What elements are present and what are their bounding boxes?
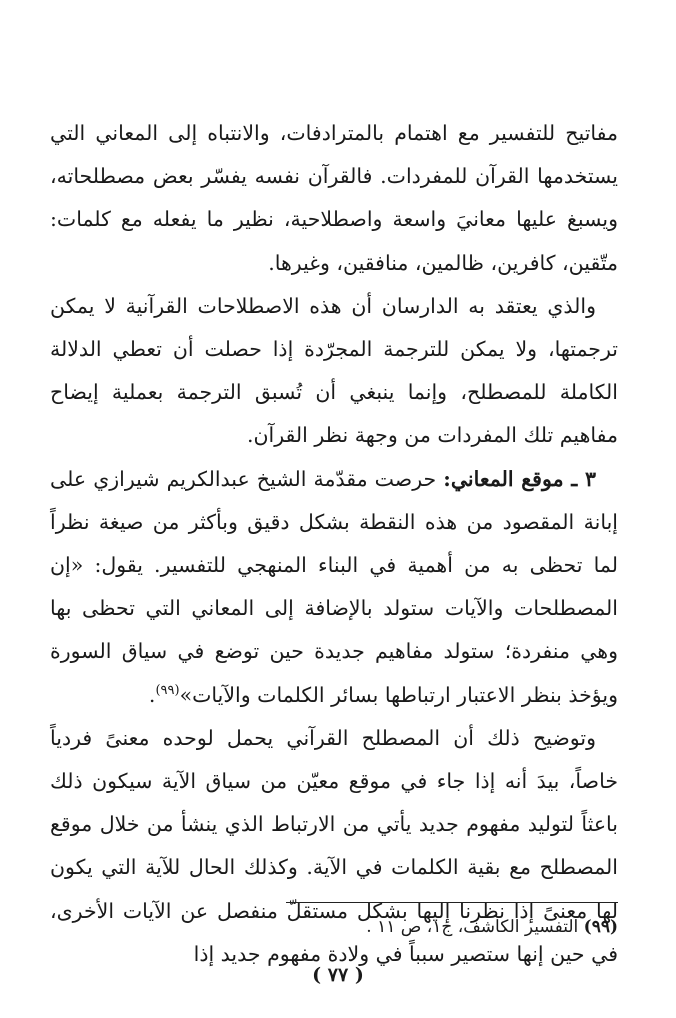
footnote-divider bbox=[286, 902, 618, 903]
paragraph-2: والذي يعتقد به الدارسان أن هذه الاصطلاحات القرآنية لا يمكن ترجمتها، ولا يمكن للترجمة المجرّدة إذا حصلت أن تعطي الدلالة الكاملة للمصطلح، وإنما ينبغي أن تُسبق الترجمة بعملية إيضاح مفاهيم تلك المفردات من وجهة نظر القرآن. bbox=[50, 293, 618, 448]
paragraph-3 bbox=[50, 458, 618, 717]
footnote bbox=[58, 912, 618, 942]
paragraph-3-end: . bbox=[148, 682, 156, 707]
paragraph-1: مفاتيح للتفسير مع اهتمام بالمترادفات، والانتباه إلى المعاني التي يستخدمها القرآن للمفردات. فالقرآن نفسه يفسّر بعض مصطلحاته، ويسبغ عليها معانيَ واسعة واصطلاحية، نظير ما يفعله مع كلمات: متّقين، كافرين، ظالمين، منافقين، وغيرها. bbox=[50, 121, 618, 275]
paragraph-3-text: حرصت مقدّمة الشيخ عبدالكريم شيرازي على إبانة المقصود من هذه النقطة بشكل دقيق وبأكثر من صيغة نظراً لما تحظى به من أهمية في البناء المنهجي للتفسير. يقول: «إن المصطلحات والآيات ستولد بالإضافة إلى المعاني التي تحظى بها وهي منفردة؛ ستولد مفاهيم جديدة حين توضع في سياق السورة ويؤخذ بنظر الاعتبار ارتباطها بسائر الكلمات والآيات» bbox=[50, 466, 618, 707]
section-heading: ٣ ـ موقع المعاني: bbox=[443, 466, 596, 491]
page-number: ( ٧٧ ) bbox=[312, 964, 364, 986]
footnote-text: التفسير الكاشف، ج١، ص ١١ . bbox=[366, 917, 584, 937]
footnote-number: (٩٩) bbox=[583, 917, 618, 937]
footnote-reference[interactable]: (٩٩) bbox=[155, 682, 180, 698]
paragraph-4: وتوضيح ذلك أن المصطلح القرآني يحمل لوحده معنىً فردياً خاصاً، بيدَ أنه إذا جاء في موقع معيّن من سياق الآية سيكون ذلك باعثاً لتوليد مفهوم جديد يأتي من الارتباط الذي ينشأ من خلال موقع المصطلح مع بقية الكلمات في الآية. وكذلك الحال للآية التي يكون لها معنىً إذا نظرنا إليها بشكل مستقلّ منفصل عن الآيات الأخرى، في حين إنها ستصير سبباً في ولادة مفهوم جديد إذا bbox=[50, 725, 618, 966]
body-text bbox=[50, 112, 618, 976]
